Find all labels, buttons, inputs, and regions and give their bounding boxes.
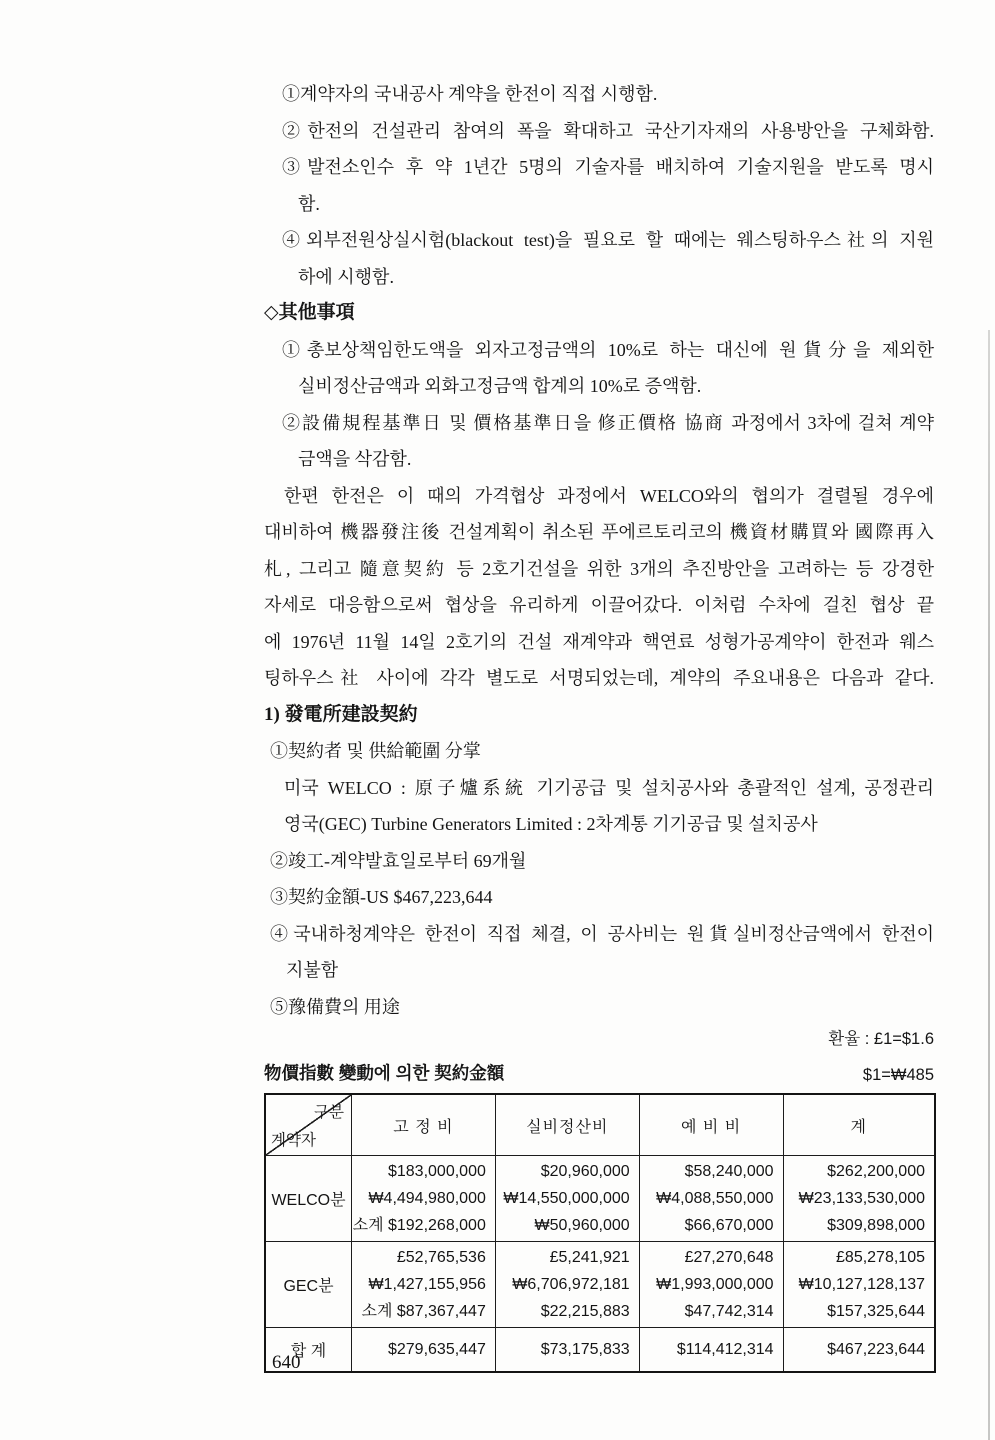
text-line: ②한전의 건설관리 참여의 폭을 확대하고 국산기자재의 사용방안을 구체화함. [282,120,934,141]
corner-label-category: 구분 [314,1104,345,1121]
text-line: ①총보상책임한도액을 외자고정금액의 10%로 하는 대신에 원貨分을 제외한 [282,339,934,360]
table-corner-cell [265,1094,352,1156]
page-number: 640 [272,1352,301,1373]
cell-line: $262,200,000 [827,1163,925,1180]
section-heading-other-matters: ◇其他事項 [264,302,355,323]
scan-edge-artifact [988,330,990,1440]
table-cell [352,1242,496,1328]
corner-label-contractor: 계약자 [271,1132,316,1149]
cell-line: £5,241,921 [549,1249,630,1266]
column-header-fixed-cost: 고 정 비 [352,1094,496,1156]
cell-line: $309,898,000 [827,1217,925,1234]
cell-line: ₩10,127,128,137 [798,1276,925,1293]
table-row-welco [265,1156,935,1242]
row-label: 합 계 [265,1328,352,1373]
table-cell [352,1156,496,1242]
paragraph-line: 에 1976년 11월 14일 2호기의 건설 재계약과 핵연료 성형가공계약이 한전과 웨스 [264,631,934,652]
cell-line: ₩50,960,000 [534,1217,630,1234]
cell-line: ₩14,550,000,000 [503,1190,630,1207]
cell-line: 소계 $87,367,447 [361,1303,486,1320]
cell-line: ₩4,088,550,000 [656,1190,774,1207]
paragraph-line: 자세로 대응함으로써 협상을 유리하게 이끌어갔다. 이처럼 수차에 걸친 협상 끝 [264,595,934,615]
text-line: ⑤豫備費의 用途 [270,996,400,1017]
text-line: 미국 WELCO : 原子爐系統 기기공급 및 설치공사와 총괄적인 설계, 공정관리 [284,777,934,798]
text-line: ②竣工-계약발효일로부터 69개월 [270,850,527,871]
cell-line: £52,765,536 [396,1249,486,1266]
text-line: ②設備規程基準日 및 價格基準日을 修正價格 協商 과정에서 3차에 걸쳐 계약 [282,412,934,433]
cell-line: £85,278,105 [836,1249,925,1266]
column-header-reserve-cost: 예 비 비 [639,1094,783,1156]
text-line: 함. [298,193,320,214]
table-header-row [265,1094,935,1156]
table-row-gec [265,1242,935,1328]
text-line: ①契約者 및 供給範圍 分掌 [270,741,481,761]
column-header-total: 계 [783,1094,935,1156]
table-cell: $114,412,314 [639,1328,783,1373]
table-cell [495,1156,639,1242]
table-title: 物價指數 變動에 의한 契約金額 [264,1063,505,1083]
cell-line: $47,742,314 [684,1303,774,1320]
table-title-row [264,1055,934,1085]
cell-line: ₩4,494,980,000 [368,1190,486,1207]
paragraph-line: 팅하우스社 사이에 각각 별도로 서명되었는데, 계약의 주요내용은 다음과 같다. [264,668,934,688]
cell-line: $183,000,000 [387,1163,486,1180]
text-line: 하에 시행함. [298,266,394,287]
table-cell [495,1242,639,1328]
table-cell: $467,223,644 [783,1328,935,1373]
text-line: ③발전소인수 후 약 1년간 5명의 기술자를 배치하여 기술지원을 받도록 명시 [282,157,934,177]
row-label: WELCO분 [265,1156,352,1242]
text-line: 영국(GEC) Turbine Generators Limited : 2차계통 기기공급 및 설치공사 [284,814,818,834]
table-cell [783,1156,935,1242]
cell-line: ₩23,133,530,000 [798,1190,925,1207]
column-header-reimbursable-cost: 실비정산비 [495,1094,639,1156]
table-row-total [265,1328,935,1373]
table-cell: $73,175,833 [495,1328,639,1373]
section-heading-construction-contract: 1) 發電所建設契約 [264,703,418,725]
cell-line: $58,240,000 [684,1163,774,1180]
cell-line: $20,960,000 [540,1163,630,1180]
paragraph-line: 札, 그리고 隨意契約 등 2호기건설을 위한 3개의 추진방안을 고려하는 등 강경한 [264,558,934,579]
cell-line: 소계 $192,268,000 [352,1217,486,1234]
exchange-rate-note: 환율 : £1=$1.6 [828,1030,934,1048]
text-line: 실비정산금액과 외화고정금액 합계의 10%로 증액함. [298,376,702,396]
cell-line: £27,270,648 [684,1249,774,1266]
table-cell [639,1242,783,1328]
text-line: ④외부전원상실시험(blackout test)을 필요로 할 때에는 웨스팅하우스社의 지원 [282,230,934,250]
cell-line: ₩1,427,155,956 [368,1276,486,1293]
text-line: 금액을 삭감함. [298,449,412,469]
text-line: 지불함 [286,960,339,980]
table-cell: $279,635,447 [352,1328,496,1373]
cell-line: ₩1,993,000,000 [656,1276,774,1293]
text-line: ④국내하청계약은 한전이 직접 체결, 이 공사비는 원貨실비정산금액에서 한전이 [270,923,934,944]
text-line: ①계약자의 국내공사 계약을 한전이 직접 시행함. [282,84,658,104]
contract-amount-table [264,1093,936,1373]
cell-line: $66,670,000 [684,1217,774,1234]
exchange-rate-note-2: $1=₩485 [862,1066,934,1084]
text-line: ③契約金額-US $467,223,644 [270,887,493,907]
cell-line: ₩6,706,972,181 [512,1276,630,1293]
cell-line: $157,325,644 [827,1303,925,1320]
cell-line: $22,215,883 [540,1303,630,1320]
table-cell [639,1156,783,1242]
table-cell [783,1242,935,1328]
row-label: GEC분 [265,1242,352,1328]
paragraph-line: 대비하여 機器發注後 건설계획이 취소된 푸에르토리코의 機資材購買와 國際再入 [264,522,934,542]
page-content [264,76,934,1373]
paragraph-line: 한편 한전은 이 때의 가격협상 과정에서 WELCO와의 협의가 결렬될 경우에 [284,485,934,506]
